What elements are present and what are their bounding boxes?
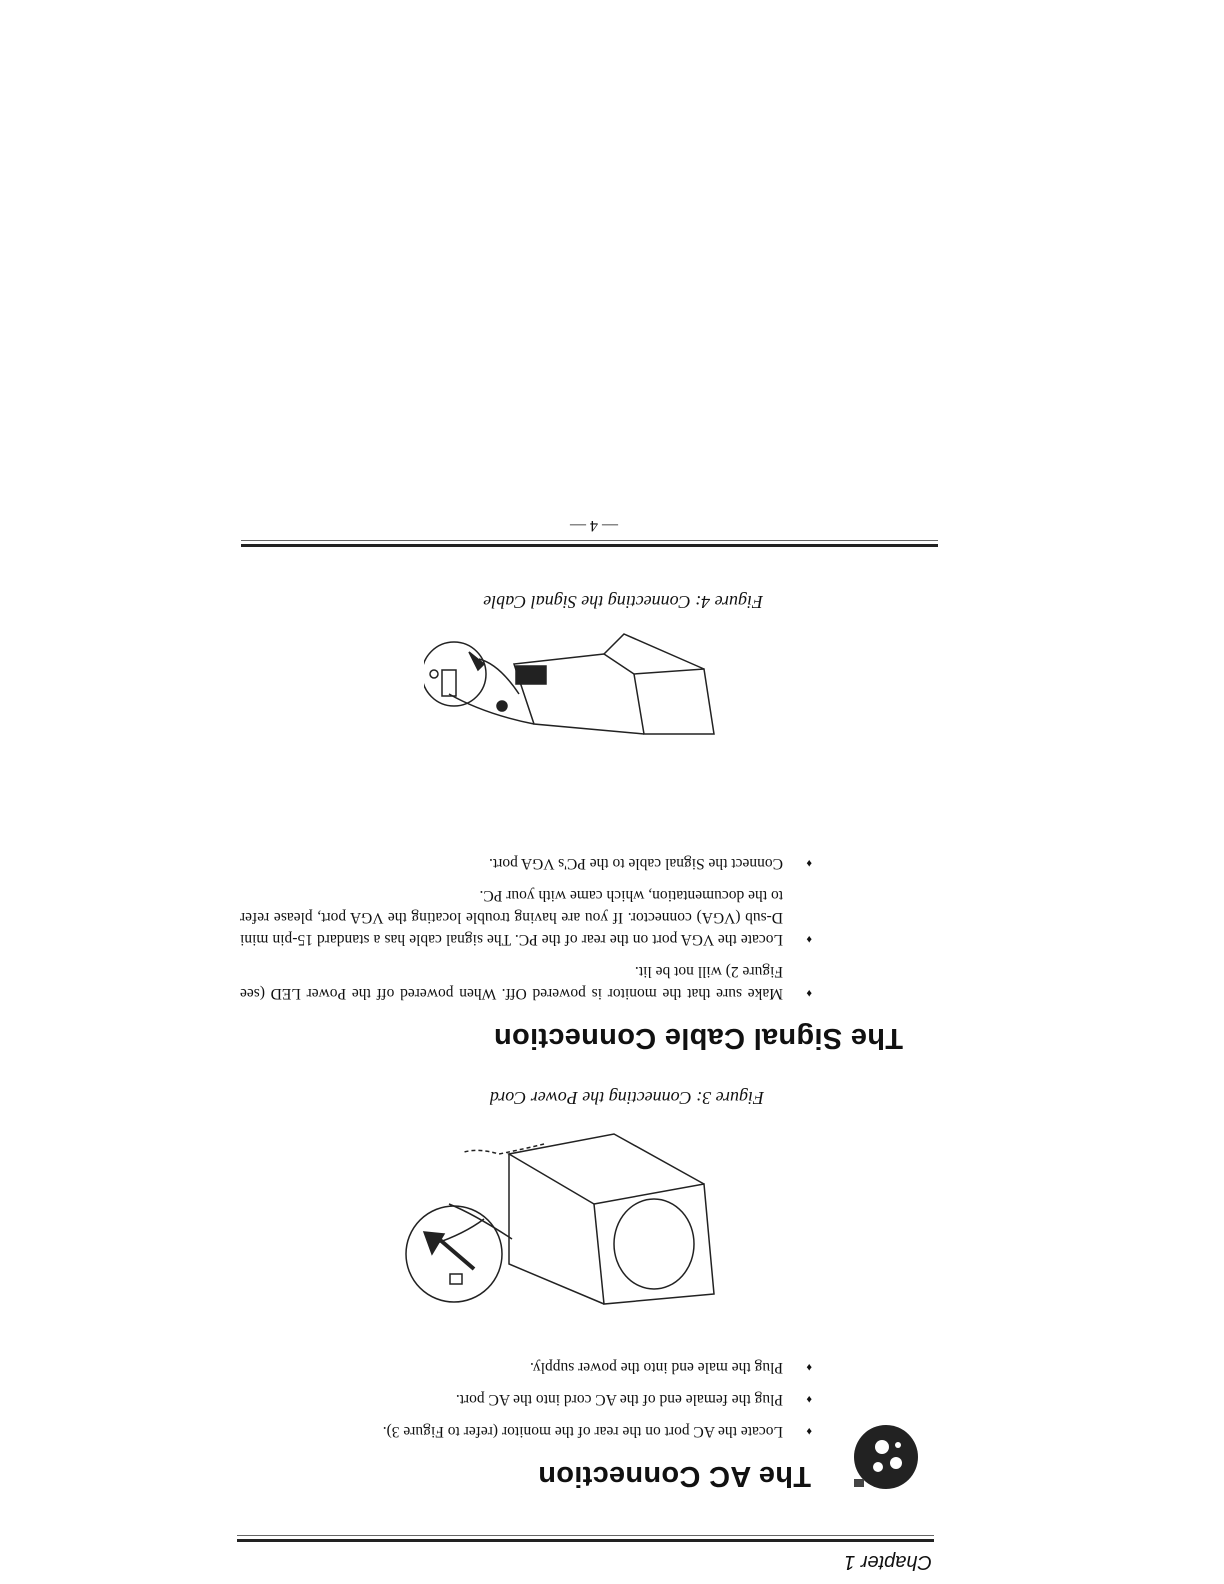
section-title-signal: The Signal Cable Connection (493, 1022, 903, 1054)
list-item: ♦ Connect the Signal cable to the PC's VGA port. (240, 852, 812, 874)
figure-4-signal-cable-illustration (424, 624, 724, 824)
page-number: — 4 — (570, 517, 618, 534)
list-item: ♦ Plug the female end of the AC cord into the AC port. (252, 1388, 812, 1410)
list-item: ♦ Plug the male end into the power supply. (252, 1356, 812, 1378)
bottom-rule-thin (241, 540, 938, 541)
top-rule-thin (237, 1535, 934, 1536)
list-item: ♦ Locate the AC port on the rear of the monitor (refer to Figure 3). (252, 1420, 812, 1442)
top-rule (237, 1539, 934, 1542)
figure-3-power-cord-illustration (404, 1124, 724, 1324)
figure-3-caption: Figure 3: Connecting the Power Cord (489, 1088, 764, 1108)
list-item: ♦ Locate the VGA port on the rear of the PC. The signal cable has a standard 15-pin mini D-sub (VGA) connector. If you are having trouble locating the VGA port, please refer to the documentation, which came with your PC. (240, 884, 812, 950)
section-title-ac: The AC Connection (537, 1460, 811, 1492)
bottom-rule (241, 544, 938, 547)
signal-steps-list (240, 842, 812, 1004)
list-item: ♦ Make sure that the monitor is powered Off. When powered off the Power LED (see Figure 2) will not be lit. (240, 960, 812, 1004)
ac-steps-list (252, 1346, 812, 1442)
chapter-header: Chapter 1 (844, 1551, 932, 1573)
chapter-emblem-icon (846, 1417, 926, 1497)
figure-4-caption: Figure 4: Connecting the Signal Cable (483, 592, 763, 612)
